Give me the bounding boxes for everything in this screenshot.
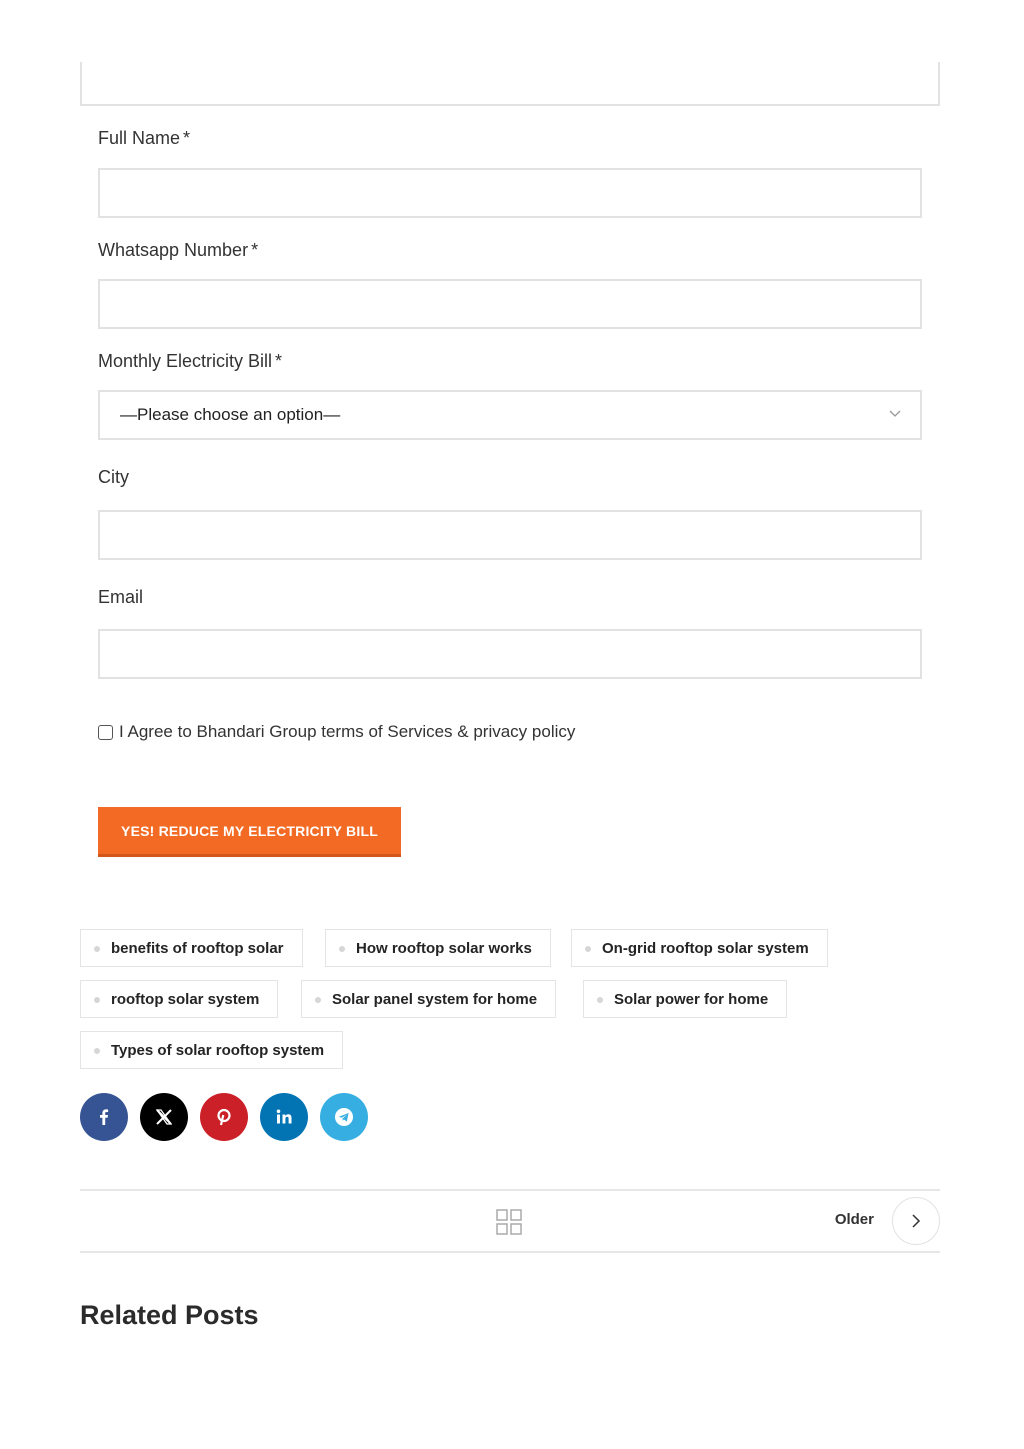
share-facebook-button[interactable] <box>80 1093 128 1141</box>
share-pinterest-button[interactable] <box>200 1093 248 1141</box>
full-name-input[interactable] <box>98 168 922 218</box>
next-post-button[interactable] <box>892 1197 940 1245</box>
telegram-icon <box>333 1106 355 1128</box>
submit-button[interactable]: YES! REDUCE MY ELECTRICITY BILL <box>98 807 401 857</box>
x-icon <box>154 1107 174 1127</box>
whatsapp-input[interactable] <box>98 279 922 329</box>
share-x-button[interactable] <box>140 1093 188 1141</box>
bill-select-value: —Please choose an option— <box>120 405 341 424</box>
tag-link[interactable]: rooftop solar system <box>80 980 278 1018</box>
chevron-down-icon <box>888 406 902 420</box>
bullet-icon <box>585 946 591 952</box>
grid-icon[interactable] <box>496 1209 522 1235</box>
tag-link[interactable]: Solar panel system for home <box>301 980 556 1018</box>
bullet-icon <box>94 997 100 1003</box>
bullet-icon <box>315 997 321 1003</box>
tag-link[interactable]: Solar power for home <box>583 980 787 1018</box>
bullet-icon <box>94 946 100 952</box>
city-label: City <box>98 467 129 487</box>
pinterest-icon <box>214 1107 234 1127</box>
share-telegram-button[interactable] <box>320 1093 368 1141</box>
bullet-icon <box>94 1048 100 1054</box>
consent-label: I Agree to Bhandari Group terms of Services & privacy policy <box>119 722 576 741</box>
facebook-icon <box>94 1107 114 1127</box>
email-label: Email <box>98 587 144 607</box>
bill-select[interactable] <box>98 390 922 440</box>
tag-link[interactable]: Types of solar rooftop system <box>80 1031 343 1069</box>
city-input[interactable] <box>98 510 922 560</box>
consent-row <box>98 722 575 742</box>
bullet-icon <box>339 946 345 952</box>
email-input[interactable] <box>98 629 922 679</box>
tag-link[interactable]: benefits of rooftop solar <box>80 929 303 967</box>
consent-checkbox[interactable] <box>98 725 113 740</box>
share-linkedin-button[interactable] <box>260 1093 308 1141</box>
related-posts-heading: Related Posts <box>80 1300 259 1330</box>
chevron-right-icon <box>908 1213 924 1229</box>
form-container <box>80 62 940 106</box>
full-name-label: Full Name * <box>98 128 191 148</box>
tag-link[interactable]: How rooftop solar works <box>325 929 551 967</box>
linkedin-icon <box>274 1107 294 1127</box>
bill-label: Monthly Electricity Bill * <box>98 351 283 371</box>
older-post-link[interactable]: Older <box>834 1211 874 1228</box>
tag-link[interactable]: On-grid rooftop solar system <box>571 929 828 967</box>
post-navigation <box>80 1189 940 1253</box>
whatsapp-label: Whatsapp Number * <box>98 240 259 260</box>
bullet-icon <box>597 997 603 1003</box>
